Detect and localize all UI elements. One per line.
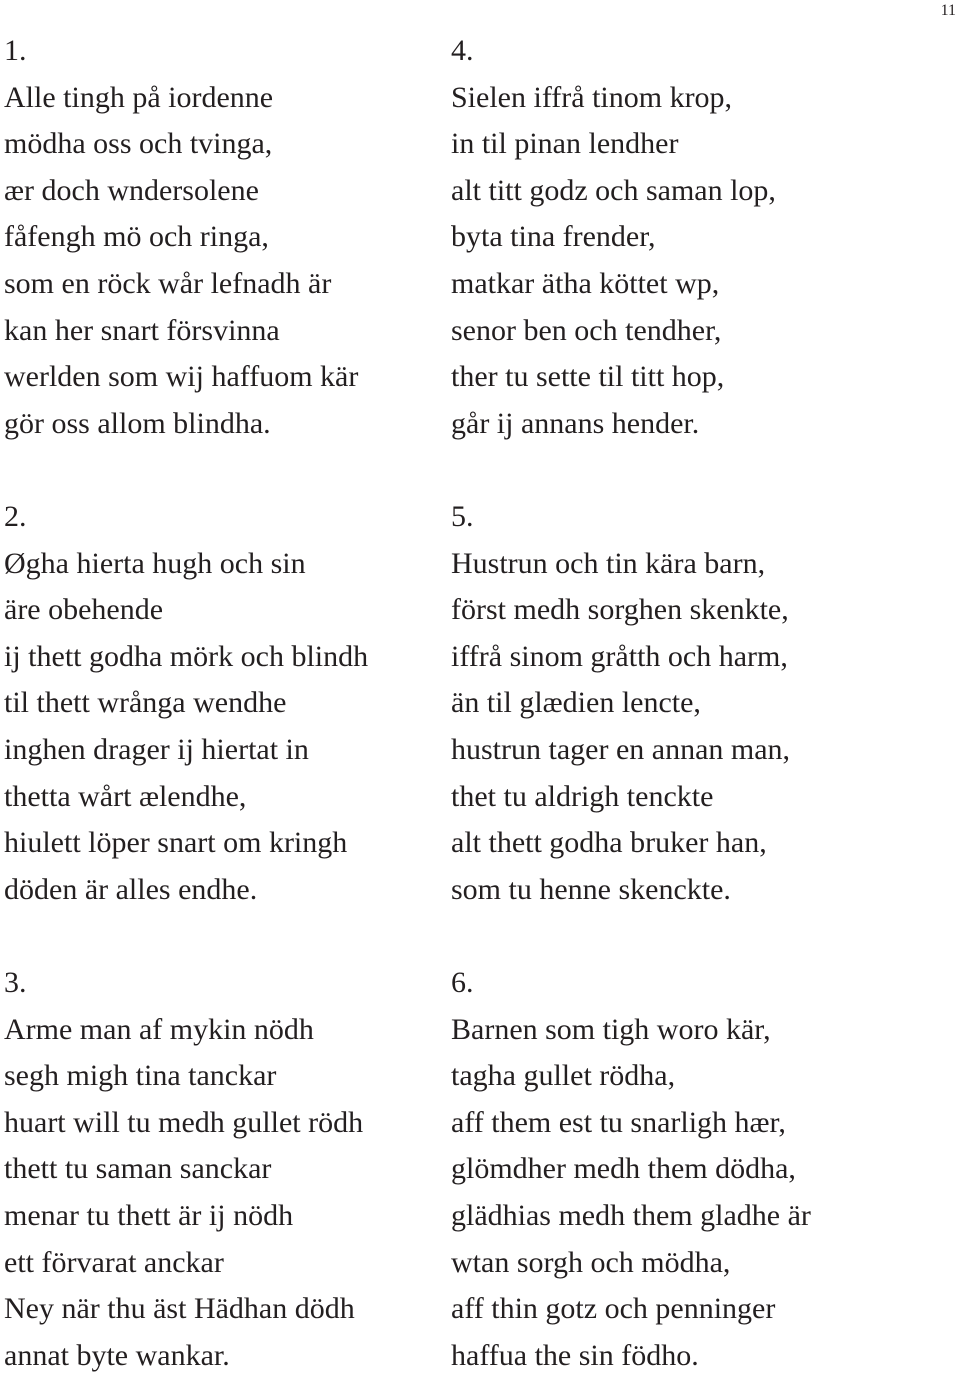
verse-line: aff thin gotz och penninger: [451, 1292, 776, 1326]
verse-line: som tu henne skenckte.: [451, 872, 731, 906]
verse-line: thetta wårt ælendhe,: [4, 779, 247, 813]
stanza-number: 1.: [4, 34, 27, 67]
verse-line: annat byte wankar.: [4, 1338, 230, 1372]
verse-line: som en röck wår lefnadh är: [4, 266, 332, 300]
verse-line: Barnen som tigh woro kär,: [451, 1012, 771, 1046]
stanza-2: [4, 494, 444, 913]
verse-line: mödha oss och tvinga,: [4, 127, 273, 161]
verse-line: Øgha hierta hugh och sin: [4, 546, 306, 580]
verse-line: Arme man af mykin nödh: [4, 1012, 314, 1046]
verse-line: alt titt godz och saman lop,: [451, 173, 776, 207]
stanza-3: [4, 960, 444, 1379]
verse-line: först medh sorghen skenkte,: [451, 593, 789, 627]
verse-line: alt thett godha bruker han,: [451, 826, 767, 860]
stanza-number: 6.: [451, 966, 474, 999]
verse-line: segh migh tina tanckar: [4, 1059, 277, 1093]
stanza-4: [451, 28, 891, 447]
verse-line: byta tina frender,: [451, 220, 656, 254]
page-number: 11: [940, 2, 956, 19]
verse-line: werlden som wij haffuom kär: [4, 360, 359, 394]
stanza-1: [4, 28, 444, 447]
verse-line: tagha gullet rödha,: [451, 1059, 676, 1093]
verse-line: thet tu aldrigh tenckte: [451, 779, 714, 813]
verse-line: döden är alles endhe.: [4, 872, 258, 906]
stanza-number: 3.: [4, 966, 27, 999]
verse-line: hiulett löper snart om kringh: [4, 826, 348, 860]
verse-line: ett förvarat anckar: [4, 1245, 224, 1279]
verse-line: hustrun tager en annan man,: [451, 732, 791, 766]
verse-line: huart will tu medh gullet rödh: [4, 1105, 364, 1139]
verse-line: aff them est tu snarligh hær,: [451, 1105, 786, 1139]
verse-line: wtan sorgh och mödha,: [451, 1245, 731, 1279]
verse-line: ær doch wndersolene: [4, 173, 259, 207]
stanza-number: 4.: [451, 34, 474, 67]
verse-line: inghen drager ij hiertat in: [4, 732, 309, 766]
verse-line: in til pinan lendher: [451, 127, 679, 161]
verse-line: Hustrun och tin kära barn,: [451, 546, 766, 580]
stanza-number: 2.: [4, 500, 27, 533]
verse-line: matkar ätha köttet wp,: [451, 266, 720, 300]
verse-line: glädhias medh them gladhe är: [451, 1198, 811, 1232]
verse-line: thett tu saman sanckar: [4, 1152, 272, 1186]
verse-line: Ney när thu äst Hädhan dödh: [4, 1292, 355, 1326]
verse-line: menar tu thett är ij nödh: [4, 1198, 294, 1232]
verse-line: ther tu sette til titt hop,: [451, 360, 725, 394]
verse-line: glömdher medh them dödha,: [451, 1152, 796, 1186]
verse-line: ij thett godha mörk och blindh: [4, 639, 369, 673]
verse-line: senor ben och tendher,: [451, 313, 722, 347]
verse-line: til thett wrånga wendhe: [4, 686, 287, 720]
verse-line: än til glædien lencte,: [451, 686, 701, 720]
stanza-number: 5.: [451, 500, 474, 533]
verse-line: kan her snart försvinna: [4, 313, 280, 347]
stanza-6: [451, 960, 891, 1379]
verse-line: går ij annans hender.: [451, 406, 700, 440]
stanza-5: [451, 494, 891, 913]
verse-line: äre obehende: [4, 593, 164, 627]
verse-line: Alle tingh på iordenne: [4, 80, 274, 114]
verse-line: gör oss allom blindha.: [4, 406, 271, 440]
verse-line: iffrå sinom gråtth och harm,: [451, 639, 788, 673]
verse-line: Sielen iffrå tinom krop,: [451, 80, 733, 114]
verse-line: haffua the sin födho.: [451, 1338, 699, 1372]
verse-line: fåfengh mö och ringa,: [4, 220, 269, 254]
